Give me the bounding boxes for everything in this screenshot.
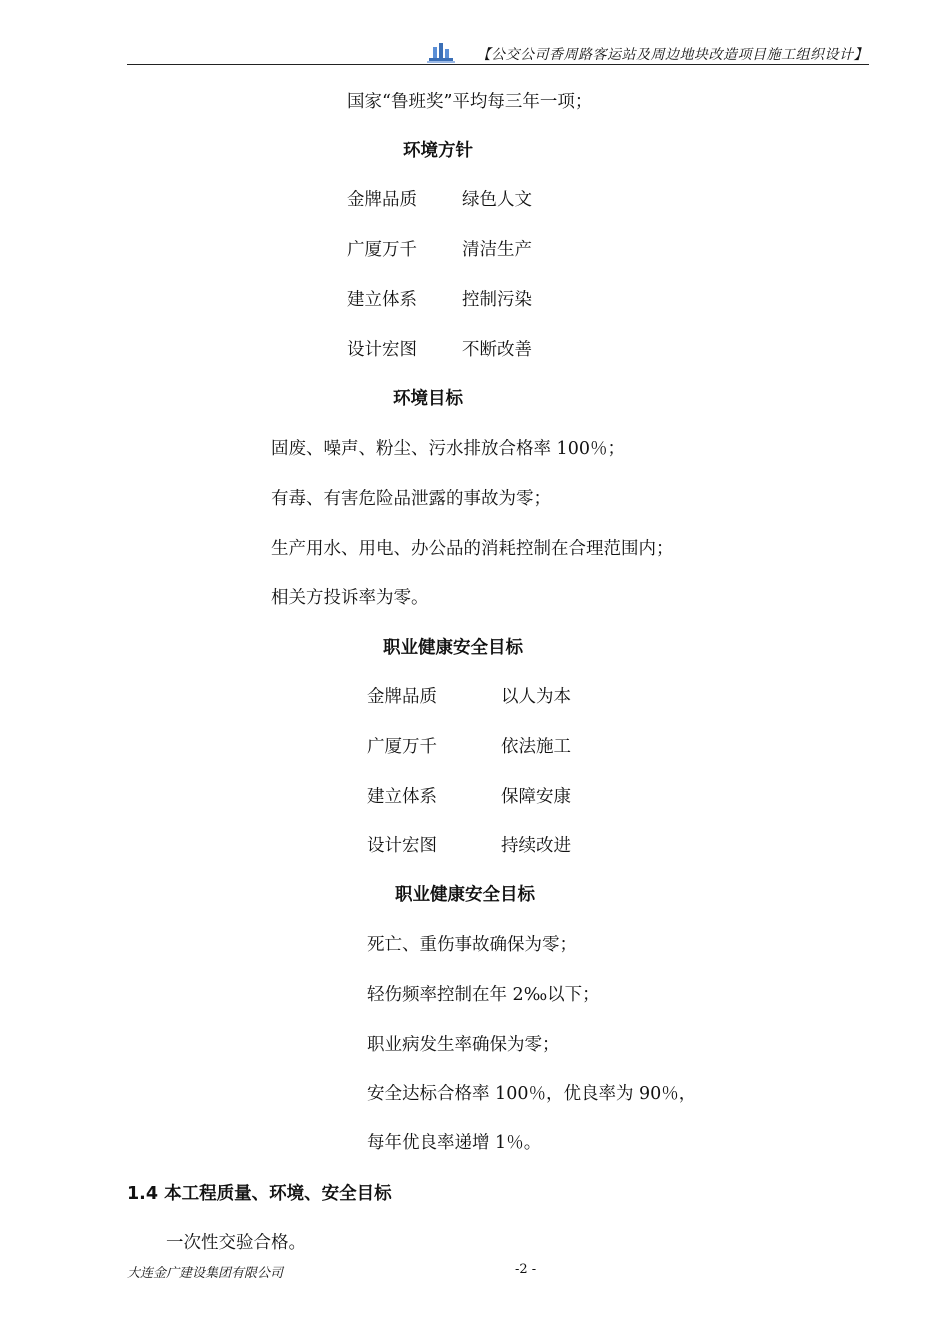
building-logo-icon bbox=[427, 41, 455, 65]
ohs-goal-item: 死亡、重伤事故确保为零； bbox=[367, 935, 577, 955]
ohs-goals-heading: 职业健康安全目标 bbox=[395, 885, 535, 905]
section-heading: 1.4 本工程质量、环境、安全目标 bbox=[127, 1184, 392, 1204]
ohs-goal-item: 轻伤频率控制在年 2‰以下； bbox=[367, 985, 600, 1005]
footer-company: 大连金广建设集团有限公司 bbox=[127, 1266, 284, 1281]
env-policy-left-4: 设计宏图 bbox=[347, 340, 417, 360]
ohs-policy-heading: 职业健康安全目标 bbox=[383, 638, 523, 658]
ohs-goal-item: 每年优良率递增 1％。 bbox=[367, 1133, 542, 1153]
ohs-policy-right-1: 以人为本 bbox=[501, 687, 571, 707]
ohs-policy-left-1: 金牌品质 bbox=[367, 687, 437, 707]
env-goal-item: 有毒、有害危险品泄露的事故为零； bbox=[271, 489, 551, 509]
ohs-goal-item: 职业病发生率确保为零； bbox=[367, 1035, 560, 1055]
env-policy-right-3: 控制污染 bbox=[462, 290, 532, 310]
ohs-policy-right-3: 保障安康 bbox=[501, 787, 571, 807]
env-policy-right-1: 绿色人文 bbox=[462, 190, 532, 210]
env-policy-left-1: 金牌品质 bbox=[347, 190, 417, 210]
env-goal-item: 生产用水、用电、办公品的消耗控制在合理范围内； bbox=[271, 539, 674, 559]
env-policy-right-4: 不断改善 bbox=[462, 340, 532, 360]
env-goal-item: 相关方投诉率为零。 bbox=[271, 588, 429, 608]
env-policy-left-2: 广厦万千 bbox=[347, 240, 417, 260]
ohs-policy-right-4: 持续改进 bbox=[501, 836, 571, 856]
header-divider bbox=[127, 64, 869, 65]
ohs-policy-right-2: 依法施工 bbox=[501, 737, 571, 757]
env-goal-item: 固废、噪声、粉尘、污水排放合格率 100％； bbox=[271, 439, 625, 459]
env-policy-heading: 环境方针 bbox=[403, 141, 473, 161]
env-policy-right-2: 清洁生产 bbox=[462, 240, 532, 260]
ohs-policy-left-3: 建立体系 bbox=[367, 787, 437, 807]
ohs-policy-left-4: 设计宏图 bbox=[367, 836, 437, 856]
ohs-goal-item: 安全达标合格率 100％，优良率为 90％， bbox=[367, 1084, 697, 1104]
luban-award-line: 国家“鲁班奖”平均每三年一项； bbox=[347, 92, 593, 112]
section-first-line: 一次性交验合格。 bbox=[166, 1233, 306, 1253]
ohs-policy-left-2: 广厦万千 bbox=[367, 737, 437, 757]
page-number: -2 - bbox=[515, 1262, 537, 1277]
env-goals-heading: 环境目标 bbox=[393, 389, 463, 409]
env-policy-left-3: 建立体系 bbox=[347, 290, 417, 310]
header-title: 【公交公司香周路客运站及周边地块改造项目施工组织设计】 bbox=[476, 47, 868, 63]
